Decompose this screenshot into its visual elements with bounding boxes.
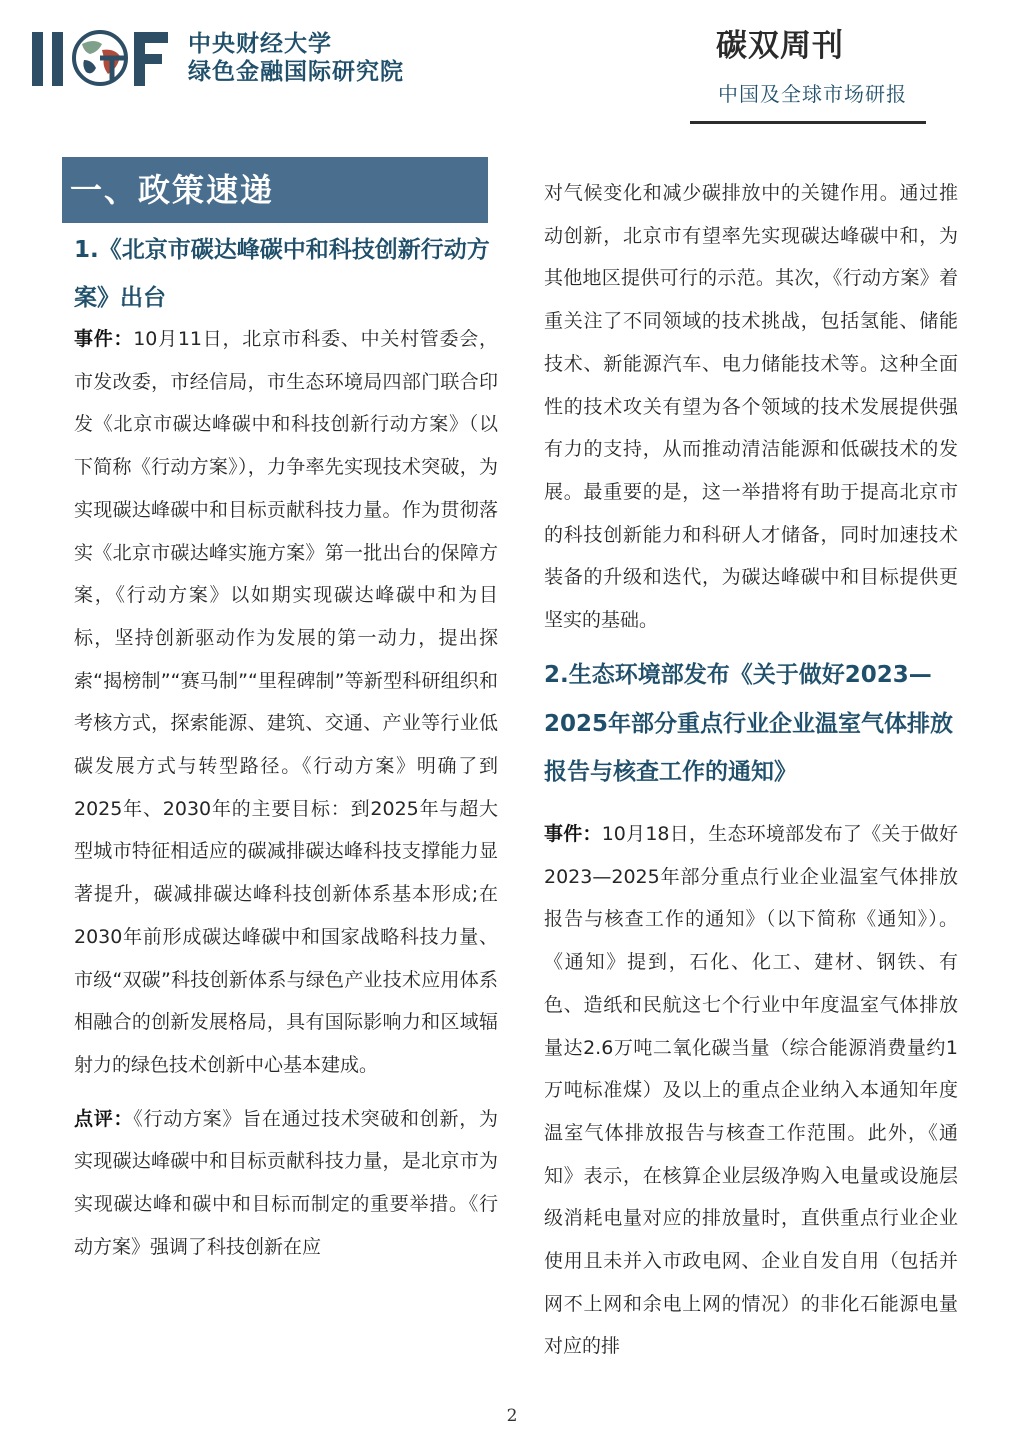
iigf-logo <box>32 30 168 86</box>
section-heading: 一、政策速递 <box>62 157 488 223</box>
right-column-body <box>544 172 958 642</box>
header-divider <box>690 121 926 124</box>
institution-line-2: 绿色金融国际研究院 <box>188 59 404 85</box>
article-1-event <box>74 318 498 1087</box>
event-label: 事件： <box>74 328 134 350</box>
article-1-title: 1.《北京市碳达峰碳中和科技创新行动方案》出台 <box>74 237 490 311</box>
page-number: 2 <box>506 1406 518 1426</box>
article-1-event-text: 10月11日，北京市科委、中关村管委会，市发改委，市经信局，市生态环境局四部门联合印发《北京市碳达峰碳中和科技创新行动方案》（以下简称《行动方案》），力争率先实现技术突破，为实现碳达峰碳中和目标贡献科技力量。作为贯彻落实《北京市碳达峰实施方案》第一批出台的保障方案，《行动方案》以如期实现碳达峰碳中和为目标，坚持创新驱动作为发展的第一动力，提出探索“揭榜制”“赛马制”“里程碑制”等新型科研组织和考核方式，探索能源、建筑、交通、产业等行业低碳发展方式与转型路径。《行动方案》明确了到2025年、2030年的主要目标：到2025年与超大型城市特征相适应的碳减排碳达峰科技支撑能力显著提升，碳减排碳达峰科技创新体系基本形成;在2030年前形成碳达峰碳中和国家战略科技力量、市级“双碳”科技创新体系与绿色产业技术应用体系相融合的创新发展格局，具有国际影响力和区域辐射力的绿色技术创新中心基本建成。 <box>74 328 498 1076</box>
article-1-comment-continued: 对气候变化和减少碳排放中的关键作用。通过推动创新，北京市有望率先实现碳达峰碳中和，为其他地区提供可行的示范。其次，《行动方案》着重关注了不同领域的技术挑战，包括氢能、储能技术、新能源汽车、电力储能技术等。这种全面性的技术攻关有望为各个领域的技术发展提供强有力的支持，从而推动清洁能源和低碳技术的发展。最重要的是，这一举措将有助于提高北京市的科技创新能力和科研人才储备，同时加速技术装备的升级和迭代，为碳达峰碳中和目标提供更坚实的基础。 <box>544 182 958 632</box>
institution-name <box>188 30 404 86</box>
article-1-comment <box>74 1098 498 1269</box>
article-2-event <box>544 813 958 1368</box>
article-1-comment-text: 《行动方案》旨在通过技术突破和创新，为实现碳达峰碳中和目标贡献科技力量，是北京市为实现碳达峰和碳中和目标而制定的重要举措。《行动方案》强调了科技创新在应 <box>74 1107 498 1258</box>
publication-subtitle: 中国及全球市场研报 <box>718 82 907 106</box>
event-label-2: 事件： <box>544 823 602 845</box>
article-2-body <box>544 813 958 1368</box>
institution-line-1: 中央财经大学 <box>188 31 332 57</box>
publication-title: 碳双周刊 <box>716 28 844 64</box>
logo-f-letter <box>134 32 168 86</box>
article-2-title: 2.生态环境部发布《关于做好2023—2025年部分重点行业企业温室气体排放报告与核查工作的通知》 <box>544 662 954 785</box>
paragraph-gap <box>74 1087 498 1098</box>
comment-label: 点评： <box>74 1107 134 1130</box>
logo-bar-right <box>52 32 63 86</box>
globe-icon <box>72 30 128 86</box>
logo-bar-left <box>32 32 43 86</box>
left-column-body <box>74 318 498 1268</box>
article-2-event-text: 10月18日，生态环境部发布了《关于做好2023—2025年部分重点行业企业温室气体排放报告与核查工作的通知》（以下简称《通知》）。《通知》提到，石化、化工、建材、钢铁、有色、造纸和民航这七个行业中年度温室气体排放量达2.6万吨二氧化碳当量（综合能源消费量约1万吨标准煤）及以上的重点企业纳入本通知年度温室气体排放报告与核查工作范围。此外，《通知》表示，在核算企业层级净购入电量或设施层级消耗电量对应的排放量时，直供重点行业企业使用且未并入市政电网、企业自发自用（包括并网不上网和余电上网的情况）的非化石能源电量对应的排 <box>544 823 958 1358</box>
